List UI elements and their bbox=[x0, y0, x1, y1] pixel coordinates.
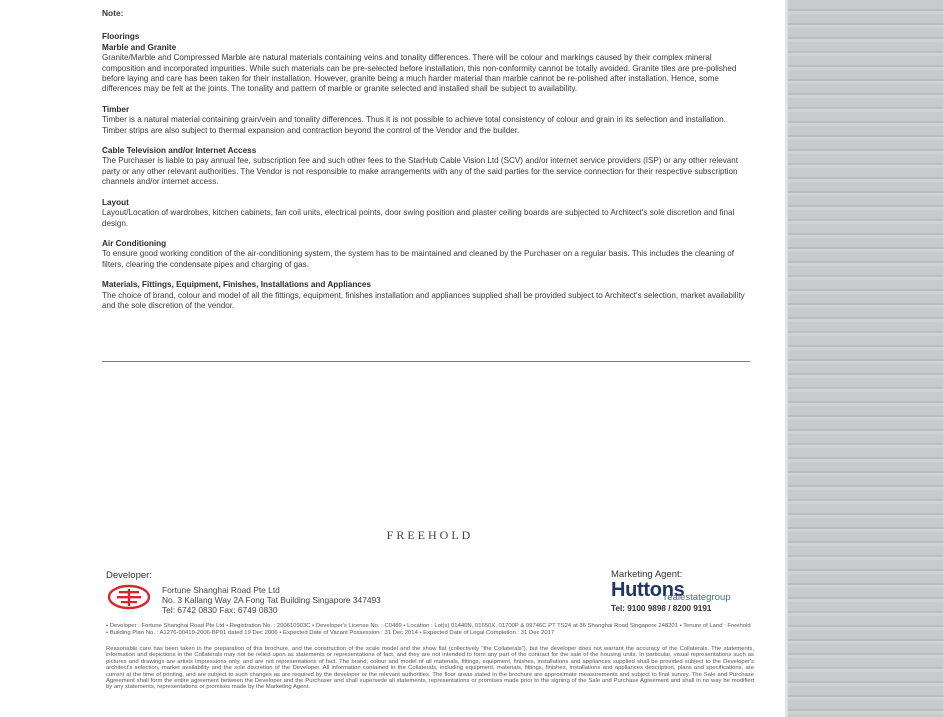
aircon-text: To ensure good working condition of the air-conditioning system, the system has to be maintained and cleaned by the Purchaser on a regular basis. This includes the cleaning of filters, clearing the condensate pipes and charging of gas. bbox=[102, 249, 734, 269]
timber-text: Timber is a natural material containing grain/vein and tonality differences. Thus it is not possible to achieve total consistency of colour and grain in its selection and installation. Timber strips are also subject to thermal expansion and contraction beyond the control of the Vendor and the builder. bbox=[102, 115, 726, 135]
section-timber bbox=[102, 105, 750, 136]
floorings-subheading: Marble and Granite bbox=[102, 42, 177, 52]
developer-info bbox=[162, 585, 381, 615]
notes-block bbox=[102, 8, 750, 321]
agent-brand-logo: Huttons bbox=[611, 579, 685, 601]
developer-tel: Tel: 6742 0830 Fax: 6749 0830 bbox=[162, 605, 278, 615]
aircon-heading: Air Conditioning bbox=[102, 238, 167, 248]
developer-address: No. 3 Kallang Way 2A Fong Tat Building Singapore 347493 bbox=[162, 595, 381, 605]
agent-tel: Tel: 9100 9898 / 8200 9191 bbox=[611, 604, 712, 613]
section-materials bbox=[102, 280, 750, 311]
freehold-label: FREEHOLD bbox=[386, 528, 474, 542]
floorings-heading: Floorings bbox=[102, 32, 140, 42]
materials-heading: Materials, Fittings, Equipment, Finishes, Installations and Appliances bbox=[102, 280, 372, 290]
timber-heading: Timber bbox=[102, 104, 130, 114]
section-layout bbox=[102, 198, 750, 229]
fortune-logo-icon bbox=[107, 584, 153, 610]
section-aircon bbox=[102, 239, 750, 270]
developer-label: Developer: bbox=[106, 570, 152, 581]
cable-heading: Cable Television and/or Internet Access bbox=[102, 146, 257, 156]
fine-print-project: • Developer : Fortune Shanghai Road Pte Ltd • Registration No. : 200610903C • Developer's License No. : C0489 • Location : Lot(s) 01440N, 01650X, 01700P & 99746C PT TS24 at 36 Shanghai Road Singapore 248201 • Tenure of Land : Freehold • Building Plan No. : A1276-00419-2006-BP01 dated 19 Dec 2006 • Expected Date of Vacant Possession : 31 Dec 2014 • Expected Date of Legal Completion : 31 Dec 2017 bbox=[106, 623, 751, 636]
divider-rule bbox=[102, 361, 750, 362]
section-floorings bbox=[102, 32, 750, 94]
side-stripe bbox=[785, 0, 943, 717]
section-cable bbox=[102, 146, 750, 188]
developer-name: Fortune Shanghai Road Pte Ltd bbox=[162, 585, 280, 595]
layout-text: Layout/Location of wardrobes, kitchen cabinets, fan coil units, electrical points, door swing position and plaster ceiling boards are subjected to Architect's sole discretion and final design. bbox=[102, 208, 735, 228]
cable-text: The Purchaser is liable to pay annual fee, subscription fee and such other fees to the StarHub Cable Vision Ltd (SCV) and/or internet service providers (ISP) or any other relevant party or any other relevant authorities. The Vendor is not responsible to make arrangements with any of the said parties for the service connection for their respective subscription channels and/or internet access. bbox=[102, 156, 738, 187]
layout-heading: Layout bbox=[102, 197, 129, 207]
note-title: Note: bbox=[102, 8, 124, 18]
floorings-text: Granite/Marble and Compressed Marble are natural materials containing veins and tonality differences. There will be colour and markings caused by their complex mineral composition and incorporated impurities. While such materials can be pre-selected before installation, this non-conformity cannot be totally avoided. Granite tiles are pre-polished before laying and care has been taken for their installation. However, granite being a much harder material than marble cannot be re-polished after installation. Hence, some differences may be felt at the joints. The tonality and pattern of marble or granite selected and installed shall be subject to availability. bbox=[102, 53, 737, 94]
fine-print-disclaimer: Reasonable care has been taken in the preparation of this brochure, and the construction of the scale model and the show flat (collectively "the Collaterals"), but the developer does not warrant the accuracy of the Collaterals. The statements, information and depictions in the Collaterals may not be relied upon as statements or representations of fact, and they are not intended to form any part of the contract for the sale of the housing units. In particular, visual representations such as pictures and drawings are artists impressions only, and are not representations of fact. The brand, colour and model of all materials, fittings, equipment, finishes, installations and appliances supplied shall be provided subject to the Developer's architect's selection, market availability and the sole discretion of the Developer. All information contained in the Collaterals, including equipment, materials, fittings, finishes, installations and appliances description, plans and specifications, are current at the time of printing, and are subject to such changes as are required by the developer or the relevant authorities. The floor areas stated in the brochure are approximate measurements and subject to final survey. The Sale and Purchase Agreement shall form the entire agreement between the Developer and the Purchaser and shall supersede all statements, representations or promises made prior to the signing of the Sale and Purchase Agreement and shall in no way be modified by any statements, representations or promises made by the Marketing Agent. bbox=[106, 646, 754, 691]
agent-brand-sub: realestategroup bbox=[664, 592, 731, 603]
agent-label: Marketing Agent: bbox=[611, 569, 683, 580]
materials-text: The choice of brand, colour and model of all the fittings, equipment, finishes installation and appliances supplied shall be provided subject to Architect's selection, market availability and the sole discretion of the vendor. bbox=[102, 290, 745, 310]
